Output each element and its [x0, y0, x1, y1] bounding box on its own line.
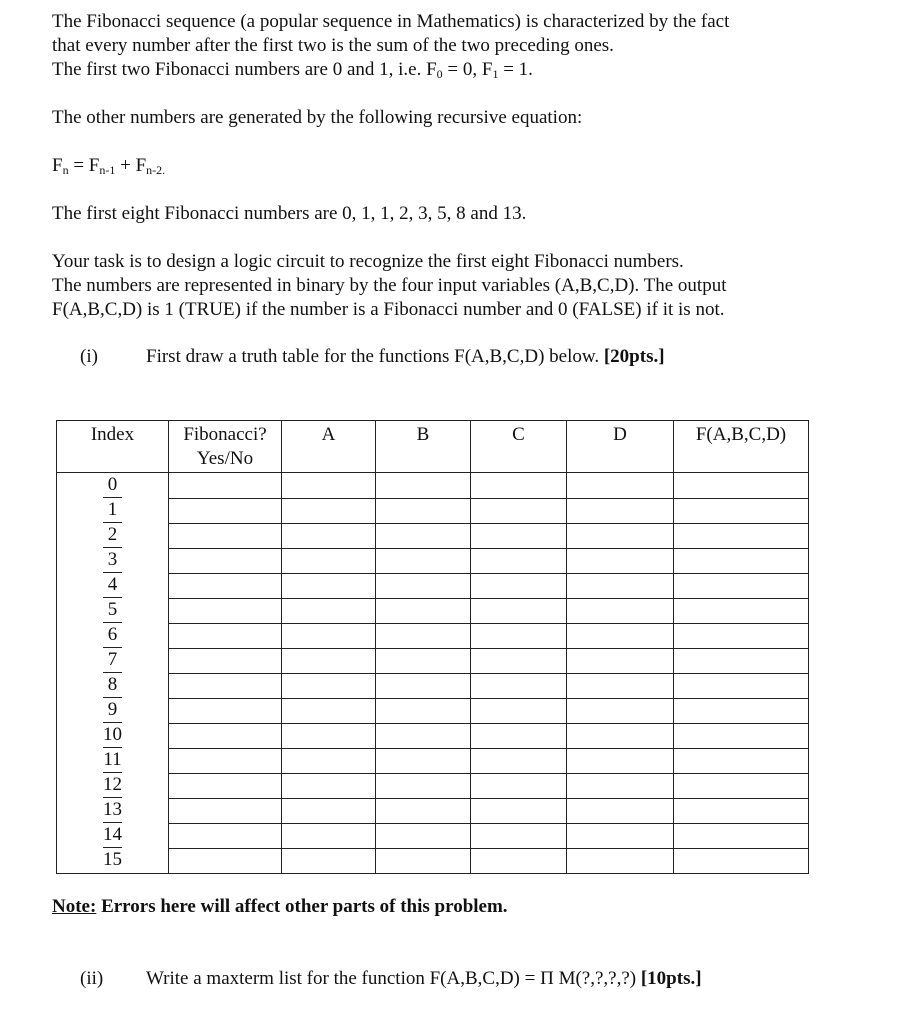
answer-cell-f[interactable]: [674, 573, 809, 598]
index-value: 11: [103, 748, 122, 773]
part-i-number: (i): [80, 346, 98, 367]
answer-cell-c[interactable]: [471, 773, 567, 798]
answer-cell-a[interactable]: [282, 573, 376, 598]
table-row: [57, 623, 809, 648]
recursive-intro: The other numbers are generated by the following recursive equation:: [52, 107, 583, 128]
table-row: [57, 523, 809, 548]
answer-cell-f[interactable]: [674, 773, 809, 798]
answer-cell-b[interactable]: [376, 598, 471, 623]
header-index: Index: [57, 421, 169, 473]
answer-cell-d[interactable]: [567, 823, 674, 848]
index-value: 13: [103, 798, 122, 823]
truth-table: [56, 420, 809, 874]
answer-cell-c[interactable]: [471, 748, 567, 773]
truth-table-header: [57, 421, 809, 473]
answer-cell-b[interactable]: [376, 723, 471, 748]
answer-cell-c[interactable]: [471, 798, 567, 823]
answer-cell-fibonacci[interactable]: [169, 823, 282, 848]
table-row: [57, 823, 809, 848]
answer-cell-f[interactable]: [674, 648, 809, 673]
index-value: 3: [103, 548, 122, 573]
answer-cell-a[interactable]: [282, 748, 376, 773]
answer-cell-f[interactable]: [674, 473, 809, 499]
index-cell: [57, 598, 169, 623]
task-line-3: F(A,B,C,D) is 1 (TRUE) if the number is a Fibonacci number and 0 (FALSE) if it is not.: [52, 299, 725, 320]
answer-cell-b[interactable]: [376, 673, 471, 698]
header-c: C: [471, 421, 567, 473]
answer-cell-c[interactable]: [471, 673, 567, 698]
task-line-1: Your task is to design a logic circuit to recognize the first eight Fibonacci numbers.: [52, 251, 684, 272]
answer-cell-a[interactable]: [282, 673, 376, 698]
table-row: [57, 648, 809, 673]
answer-cell-d[interactable]: [567, 598, 674, 623]
answer-cell-b[interactable]: [376, 548, 471, 573]
answer-cell-a[interactable]: [282, 473, 376, 499]
answer-cell-c[interactable]: [471, 548, 567, 573]
answer-cell-f[interactable]: [674, 723, 809, 748]
answer-cell-d[interactable]: [567, 648, 674, 673]
answer-cell-a[interactable]: [282, 648, 376, 673]
answer-cell-a[interactable]: [282, 773, 376, 798]
answer-cell-fibonacci[interactable]: [169, 798, 282, 823]
answer-cell-d[interactable]: [567, 473, 674, 499]
answer-cell-f[interactable]: [674, 548, 809, 573]
note-label: Note:: [52, 896, 97, 917]
part-ii-number: (ii): [80, 968, 104, 989]
index-cell: [57, 848, 169, 873]
index-value: 4: [103, 573, 122, 598]
index-cell: [57, 798, 169, 823]
table-row: [57, 698, 809, 723]
index-value: 2: [103, 523, 122, 548]
answer-cell-a[interactable]: [282, 723, 376, 748]
answer-cell-fibonacci[interactable]: [169, 748, 282, 773]
index-cell: [57, 773, 169, 798]
index-cell: [57, 748, 169, 773]
answer-cell-b[interactable]: [376, 648, 471, 673]
index-value: 8: [103, 673, 122, 698]
answer-cell-b[interactable]: [376, 623, 471, 648]
header-b: B: [376, 421, 471, 473]
document-body: [52, 10, 812, 370]
part-ii-points: [10pts.]: [640, 968, 702, 989]
answer-cell-c[interactable]: [471, 498, 567, 523]
header-fibonacci: Fibonacci? Yes/No: [169, 421, 282, 473]
part-i-text: First draw a truth table for the functions F(A,B,C,D) below. [20pts.]: [146, 346, 665, 367]
answer-cell-b[interactable]: [376, 773, 471, 798]
answer-cell-b[interactable]: [376, 823, 471, 848]
answer-cell-b[interactable]: [376, 498, 471, 523]
answer-cell-a[interactable]: [282, 498, 376, 523]
answer-cell-d[interactable]: [567, 523, 674, 548]
index-value: 12: [103, 773, 122, 798]
index-value: 10: [103, 723, 122, 748]
answer-cell-c[interactable]: [471, 723, 567, 748]
answer-cell-d[interactable]: [567, 848, 674, 873]
answer-cell-b[interactable]: [376, 573, 471, 598]
answer-cell-f[interactable]: [674, 848, 809, 873]
answer-cell-b[interactable]: [376, 848, 471, 873]
answer-cell-d[interactable]: [567, 673, 674, 698]
index-cell: [57, 623, 169, 648]
index-cell: [57, 498, 169, 523]
answer-cell-a[interactable]: [282, 698, 376, 723]
answer-cell-c[interactable]: [471, 573, 567, 598]
answer-cell-d[interactable]: [567, 498, 674, 523]
answer-cell-a[interactable]: [282, 823, 376, 848]
answer-cell-fibonacci[interactable]: [169, 598, 282, 623]
answer-cell-f[interactable]: [674, 498, 809, 523]
answer-cell-f[interactable]: [674, 623, 809, 648]
answer-cell-fibonacci[interactable]: [169, 523, 282, 548]
answer-cell-c[interactable]: [471, 598, 567, 623]
header-f: F(A,B,C,D): [674, 421, 809, 473]
answer-cell-fibonacci[interactable]: [169, 848, 282, 873]
answer-cell-b[interactable]: [376, 798, 471, 823]
answer-cell-f[interactable]: [674, 748, 809, 773]
index-value: 9: [103, 698, 122, 723]
answer-cell-b[interactable]: [376, 698, 471, 723]
answer-cell-f[interactable]: [674, 598, 809, 623]
part-i: [52, 346, 812, 370]
answer-cell-a[interactable]: [282, 798, 376, 823]
answer-cell-a[interactable]: [282, 548, 376, 573]
index-value: 7: [103, 648, 122, 673]
header-d: D: [567, 421, 674, 473]
answer-cell-fibonacci[interactable]: [169, 498, 282, 523]
index-cell: [57, 573, 169, 598]
index-cell: [57, 698, 169, 723]
table-row: [57, 798, 809, 823]
answer-cell-fibonacci[interactable]: [169, 773, 282, 798]
answer-cell-fibonacci[interactable]: [169, 698, 282, 723]
answer-cell-c[interactable]: [471, 473, 567, 499]
answer-cell-c[interactable]: [471, 623, 567, 648]
answer-cell-c[interactable]: [471, 698, 567, 723]
answer-cell-f[interactable]: [674, 523, 809, 548]
table-row: [57, 548, 809, 573]
answer-cell-fibonacci[interactable]: [169, 623, 282, 648]
answer-cell-f[interactable]: [674, 698, 809, 723]
answer-cell-d[interactable]: [567, 573, 674, 598]
index-value: 6: [103, 623, 122, 648]
part-ii: [52, 968, 852, 992]
table-row: [57, 573, 809, 598]
answer-cell-fibonacci[interactable]: [169, 648, 282, 673]
table-row: [57, 773, 809, 798]
answer-cell-a[interactable]: [282, 523, 376, 548]
index-cell: [57, 473, 169, 499]
answer-cell-a[interactable]: [282, 848, 376, 873]
answer-cell-d[interactable]: [567, 698, 674, 723]
answer-cell-c[interactable]: [471, 848, 567, 873]
index-cell: [57, 648, 169, 673]
table-row: [57, 598, 809, 623]
task-line-2: The numbers are represented in binary by the four input variables (A,B,C,D). The output: [52, 275, 727, 296]
answer-cell-a[interactable]: [282, 623, 376, 648]
answer-cell-fibonacci[interactable]: [169, 723, 282, 748]
intro-line-1: The Fibonacci sequence (a popular sequence in Mathematics) is characterized by the fact: [52, 11, 730, 32]
note-text: Errors here will affect other parts of this problem.: [96, 896, 508, 917]
header-a: A: [282, 421, 376, 473]
index-cell: [57, 823, 169, 848]
table-row: [57, 848, 809, 873]
answer-cell-d[interactable]: [567, 723, 674, 748]
index-cell: [57, 548, 169, 573]
answer-cell-d[interactable]: [567, 623, 674, 648]
answer-cell-b[interactable]: [376, 523, 471, 548]
table-row: [57, 748, 809, 773]
answer-cell-fibonacci[interactable]: [169, 573, 282, 598]
answer-cell-fibonacci[interactable]: [169, 473, 282, 499]
table-row: [57, 673, 809, 698]
answer-cell-f[interactable]: [674, 798, 809, 823]
answer-cell-f[interactable]: [674, 823, 809, 848]
index-value: 14: [103, 823, 122, 848]
table-row: [57, 473, 809, 499]
index-value: 0: [103, 473, 122, 498]
answer-cell-fibonacci[interactable]: [169, 548, 282, 573]
intro-line-2: that every number after the first two is the sum of the two preceding ones.: [52, 35, 614, 56]
index-value: 15: [103, 849, 122, 870]
recursive-equation: $F_n = F_{n-1} + F_{n-2.}$: [52, 155, 166, 177]
note: [52, 896, 508, 918]
index-cell: [57, 723, 169, 748]
index-value: 1: [103, 498, 122, 523]
answer-cell-f[interactable]: [674, 673, 809, 698]
answer-cell-b[interactable]: [376, 473, 471, 499]
first-eight-statement: The first eight Fibonacci numbers are 0, 1, 1, 2, 3, 5, 8 and 13.: [52, 203, 527, 224]
answer-cell-c[interactable]: [471, 648, 567, 673]
answer-cell-d[interactable]: [567, 798, 674, 823]
answer-cell-c[interactable]: [471, 523, 567, 548]
intro-line-3: The first two Fibonacci numbers are 0 and 1, i.e. $F_0 = 0$, $F_1 = 1$.: [52, 59, 533, 81]
answer-cell-fibonacci[interactable]: [169, 673, 282, 698]
answer-cell-a[interactable]: [282, 598, 376, 623]
index-cell: [57, 673, 169, 698]
table-row: [57, 498, 809, 523]
part-i-points: [20pts.]: [603, 346, 665, 367]
index-cell: [57, 523, 169, 548]
table-row: [57, 723, 809, 748]
answer-cell-d[interactable]: [567, 773, 674, 798]
answer-cell-d[interactable]: [567, 748, 674, 773]
answer-cell-c[interactable]: [471, 823, 567, 848]
answer-cell-b[interactable]: [376, 748, 471, 773]
answer-cell-d[interactable]: [567, 548, 674, 573]
part-ii-text: Write a maxterm list for the function F(A,B,C,D) = Π M(?,?,?,?) [10pts.]: [146, 968, 702, 989]
index-value: 5: [103, 598, 122, 623]
